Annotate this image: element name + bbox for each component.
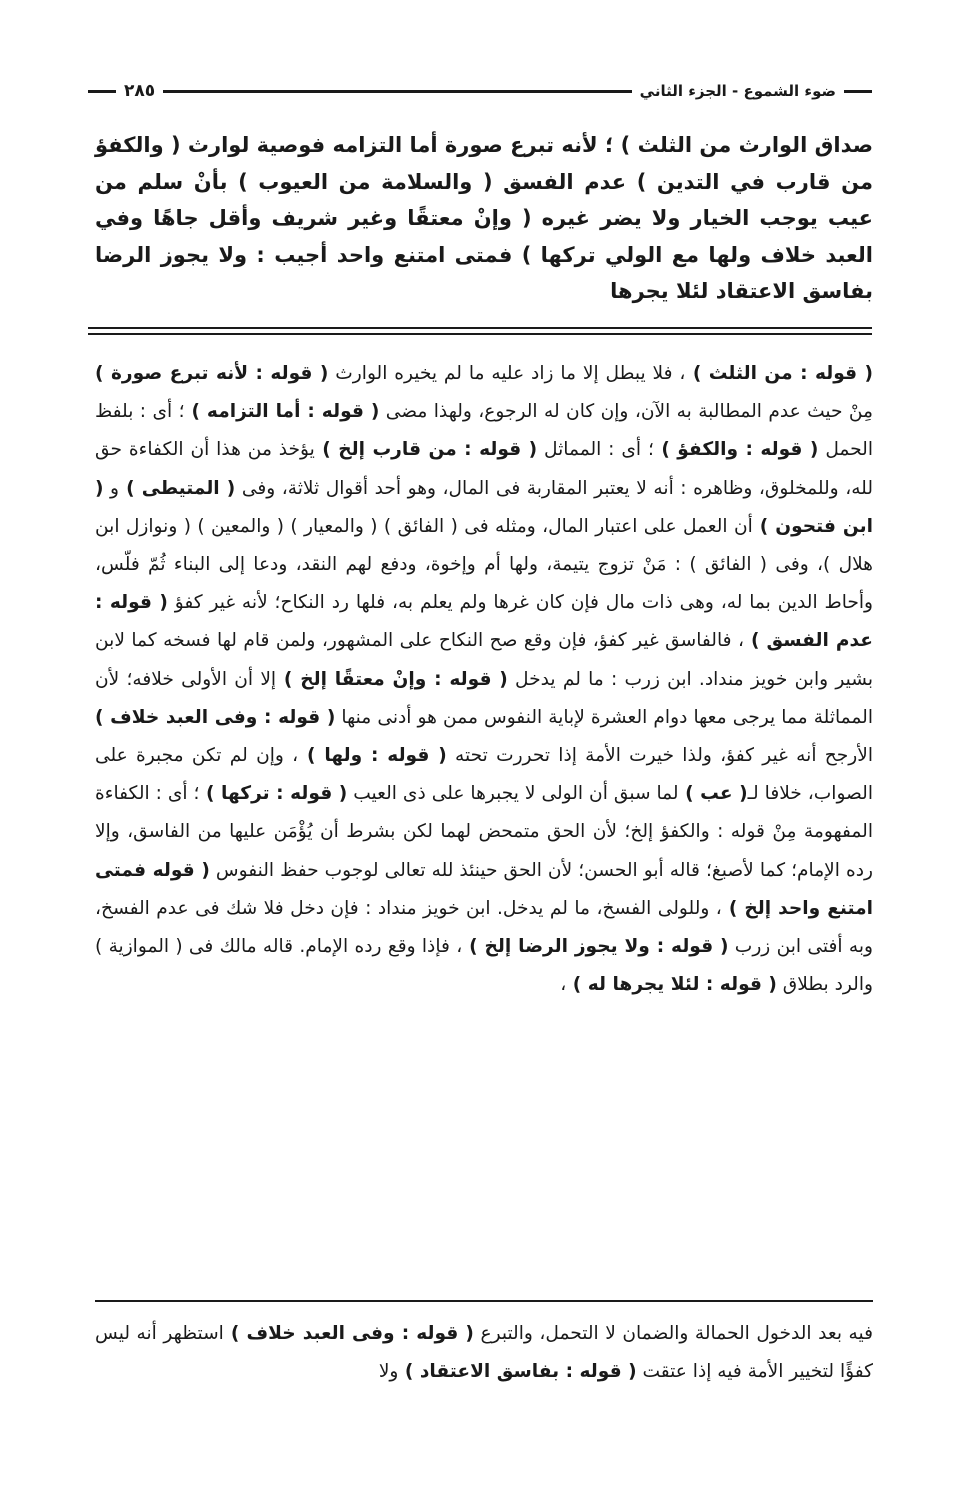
header-dash (88, 90, 116, 93)
quoted-lemma: ( قوله : أما التزامه ) (184, 401, 380, 423)
text-run: و (103, 477, 120, 499)
page-number: ٢٨٥ (124, 81, 156, 101)
text-run: ولا (378, 1361, 399, 1382)
quoted-lemma: ( قوله : تركها ) (199, 783, 348, 805)
text-run: ، فإذا وقع رده الإمام. قاله مالك فى ( الموازية ) والرد بطلاق (95, 936, 873, 996)
quoted-lemma: ( قوله : بفاسق الاعتقاد ) (398, 1361, 637, 1382)
text-run: يؤخذ من هذا أن الكفاءة حق لله، وللمخلوق، وظاهره : أنه لا يعتبر المقاربة فى المال، وهو أحد أقوال ثلاثة، وفى (95, 439, 873, 499)
footnote-text (95, 1315, 873, 1391)
text-run: ؛ أى : الكفاءة المفهومة مِنْ قوله : والكفؤ إلخ؛ لأن الحق متمحض لهما لكن بشرط أن يُؤْمَن عليها من الفاسق، وإلا رده الإمام؛ كما لأصبغ؛ قاله أبو الحسن؛ لأن الحق حينئذ لله تعالى لوجوب حفظ النفوس (95, 783, 873, 881)
quoted-lemma: ( ابن فتحون ) (95, 477, 873, 537)
quoted-lemma: ( قوله : وفى العبد خلاف ) (223, 1323, 474, 1344)
text-run: ؛ أى : المماثل (537, 439, 654, 461)
text-run: الأرجح أنه غير كفؤ، ولذا خيرت الأمة إذا تحررت تحته (446, 745, 874, 767)
text-run: إلا أن الأولى خلافه؛ لأن المماثلة مما يرجى معها دوام العشرة لإباية النفوس ممن هو أدنى منها (95, 668, 873, 728)
running-header (88, 78, 872, 104)
quoted-lemma: ( عب ) (678, 783, 748, 805)
commentary-text (95, 355, 873, 1004)
footnote-separator (95, 1300, 873, 1302)
quoted-lemma: ( قوله : لئلا يجرها له ) (566, 974, 777, 996)
quoted-lemma: ( قوله : ولها ) (298, 745, 447, 767)
header-dash (844, 90, 872, 93)
text-run: لما سبق أن الولى لا يجبرها على ذى العيب (347, 783, 679, 805)
text-run: ؛ أى : بلفظ الحمل (95, 401, 873, 461)
quoted-lemma: ( قوله : ولا يجوز الرضا إلخ ) (462, 936, 729, 958)
quoted-lemma: ( قوله : لأنه تبرع صورة ) (95, 363, 329, 384)
quoted-lemma: ( قوله : من الثلث ) (685, 363, 873, 384)
text-run: ، وإن لم تكن مجبرة على الصواب، خلافا لـ (95, 745, 874, 805)
quoted-lemma: ( قوله : وإنْ معتقًا إلخ ) (276, 668, 508, 690)
main-text: صداق الوارث من الثلث ) ؛ لأنه تبرع صورة أما التزامه فوصية لوارث ( والكفؤ من قارب في التدين ) عدم الفسق ( والسلامة من العيوب ) بأنْ سلم من عيب يوجب الخيار ولا يضر غيره ( وإنْ معتقًا وغير شريف وأقل جاهًا وفي العبد خلاف ولها مع الولي تركها ) فمتى امتنع واحد أجيب : ولا يجوز الرضا بفاسق الاعتقاد لئلا يجرها (95, 133, 873, 303)
quoted-lemma: ( قوله : عدم الفسق ) (95, 592, 873, 652)
header-title: ضوء الشموع - الجزء الثاني (639, 82, 836, 100)
text-run: مِنْ حيث عدم المطالبة به الآن، وإن كان له الرجوع، ولهذا مضى (379, 401, 873, 423)
text-run: فيه بعد الدخول الحمالة والضمان لا التحمل، والتبرع (473, 1323, 873, 1344)
double-rule (88, 327, 872, 335)
quoted-lemma: ( قوله : والكفؤ ) (653, 439, 819, 461)
header-rule (163, 90, 632, 93)
text-run: ، وللولى الفسخ، ما لم يدخل. ابن خويز منداد : فإن دخل فلا شك فى عدم الفسخ، وبه أفتى ابن زرب (95, 897, 873, 958)
text-run: أن العمل على اعتبار المال، ومثله فى ( الفائق ) ( والمعيار ) ( والمعين ) ( ونوازل ابن هلال )، وفى ( الفائق ) : مَنْ تزوج يتيمة، ولها أم وإخوة، ودفع لهم النقد، ودعا إلى البناء ثُمّ فلّس، وأحاط الدين بما له، وهى ذات مال فإن كان غرها ولم يعلم به، فلها رد النكاح؛ لأنه غير كفؤ (95, 515, 874, 614)
quoted-lemma: ( قوله فمتى امتنع واحد إلخ ) (95, 859, 873, 919)
quoted-lemma: ( قوله : وفى العبد خلاف ) (95, 706, 336, 728)
text-run: ، فلا يبطل إلا ما زاد عليه ما لم يخيره الوارث (328, 363, 686, 384)
quoted-lemma: ( قوله : من قارب إلخ ) (314, 439, 538, 461)
quoted-lemma: ( المتيطى ) (119, 477, 236, 499)
text-run: استظهر أنه ليس كفؤًا لتخيير الأمة فيه إذا عتقت (95, 1323, 873, 1382)
text-run: ، (560, 974, 567, 996)
text-run: ، فالفاسق غير كفؤ، فإن وقع صح النكاح على المشهور، ولمن قام لها فسخه كما لابن بشير وابن خويز منداد. ابن زرب : ما لم يدخل (95, 630, 873, 690)
